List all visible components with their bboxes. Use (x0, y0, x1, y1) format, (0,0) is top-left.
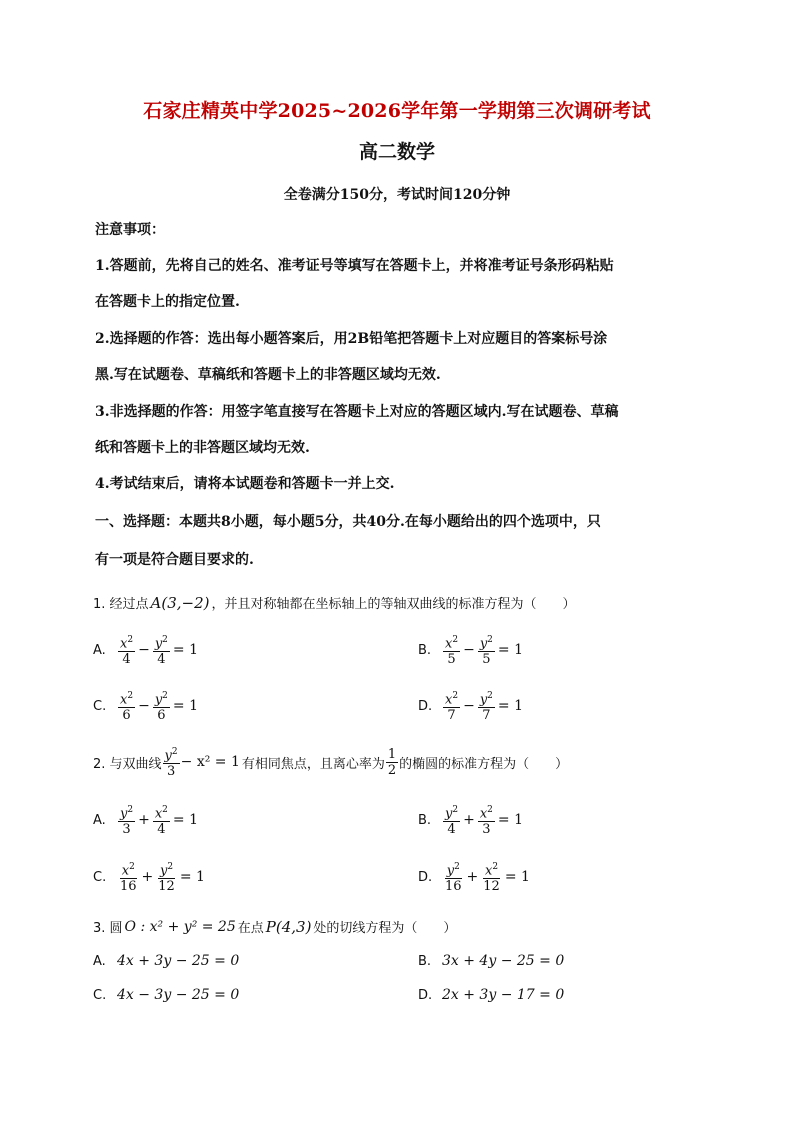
question-3-point: P(4,3) (265, 917, 312, 936)
question-2-prefix: 2. 与双曲线 (93, 756, 162, 772)
q3-option-a[interactable] (93, 953, 239, 969)
option-label: B. (418, 642, 432, 658)
question-2-suffix: 的椭圆的标准方程为（ ） (399, 756, 569, 772)
option-equation: 2x + 3y − 17 = 0 (442, 987, 565, 1003)
notice-line: 4.考试结束后，请将本试题卷和答题卡一并上交. (95, 476, 395, 492)
option-label: C. (93, 987, 107, 1003)
option-label: B. (418, 812, 432, 828)
question-1-point: A(3,−2) (150, 593, 210, 612)
option-equation: 4x + 3y − 25 = 0 (117, 953, 240, 969)
q3-option-c[interactable] (93, 987, 239, 1003)
option-label: D. (418, 987, 433, 1003)
notice-line: 3.非选择题的作答：用签字笔直接写在答题卡上对应的答题区域内.写在试题卷、草稿 (95, 404, 619, 420)
question-3-mid: 在点 (237, 921, 264, 936)
question-3 (93, 917, 456, 936)
q2-option-b[interactable]: B. $\frac{y^2}{4}$ + $\frac{x^2}{3}$ = 1 (418, 805, 523, 838)
q1-option-d[interactable]: D. $\frac{x^2}{7}$ − $\frac{y^2}{7}$ = 1 (418, 691, 523, 724)
q1-option-b[interactable]: B. $\frac{x^2}{5}$ − $\frac{y^2}{5}$ = 1 (418, 635, 523, 668)
option-label: C. (93, 869, 107, 885)
exam-info: 全卷满分150分，考试时间120分钟 (283, 187, 511, 203)
question-3-circle: O : x² + y² = 25 (124, 918, 236, 935)
notice-line: 纸和答题卡上的非答题区域均无效. (95, 440, 310, 456)
question-2-equation-tail: − x² = 1 (180, 754, 240, 771)
section-heading-cont: 有一项是符合题目要求的. (95, 552, 254, 568)
notice-line: 2.选择题的作答：选出每小题答案后，用2B铅笔把答题卡上对应题目的答案标号涂 (95, 331, 608, 347)
option-label: A. (93, 953, 106, 969)
q2-option-c[interactable]: C. $\frac{x^2}{16}$ + $\frac{y^2}{12}$ = 1 (93, 862, 205, 895)
notice-heading: 注意事项： (95, 222, 165, 238)
question-1 (93, 593, 576, 612)
section-heading: 一、选择题：本题共8小题，每小题5分，共40分.在每小题给出的四个选项中，只 (95, 514, 601, 530)
subject-title: 高二数学 (358, 141, 435, 163)
option-label: A. (93, 642, 106, 658)
question-1-prefix: 1. 经过点 (93, 597, 149, 612)
q3-option-b[interactable] (418, 953, 564, 969)
question-2: 2. 与双曲线 $\frac{y^2}{3}$ − x² = 1 有相同焦点，且离心率为 $\frac{1}{2}$ 的椭圆的标准方程为（ ） (93, 746, 569, 780)
notice-line: 在答题卡上的指定位置. (95, 294, 240, 310)
q1-option-a[interactable]: A. $\frac{x^2}{4}$ − $\frac{y^2}{4}$ = 1 (93, 635, 198, 668)
option-label: D. (418, 698, 433, 714)
option-label: D. (418, 869, 433, 885)
q2-option-d[interactable]: D. $\frac{y^2}{16}$ + $\frac{x^2}{12}$ = 1 (418, 862, 530, 895)
question-2-mid: 有相同焦点，且离心率为 (241, 756, 385, 772)
notice-line: 1.答题前，先将自己的姓名、准考证号等填写在答题卡上，并将准考证号条形码粘贴 (95, 258, 614, 274)
q2-option-a[interactable]: A. $\frac{y^2}{3}$ + $\frac{x^2}{4}$ = 1 (93, 805, 198, 838)
option-label: C. (93, 698, 107, 714)
q1-option-c[interactable]: C. $\frac{x^2}{6}$ − $\frac{y^2}{6}$ = 1 (93, 691, 198, 724)
question-1-suffix: ，并且对称轴都在坐标轴上的等轴双曲线的标准方程为（ ） (211, 597, 576, 612)
question-3-suffix: 处的切线方程为（ ） (313, 921, 457, 936)
notice-line: 黑.写在试题卷、草稿纸和答题卡上的非答题区域均无效. (95, 367, 441, 383)
q3-option-d[interactable] (418, 987, 564, 1003)
question-3-prefix: 3. 圆 (93, 921, 123, 936)
option-label: B. (418, 953, 432, 969)
option-label: A. (93, 812, 106, 828)
option-equation: 3x + 4y − 25 = 0 (442, 953, 565, 969)
exam-title: 石家庄精英中学2025~2026学年第一学期第三次调研考试 (143, 100, 651, 122)
option-equation: 4x − 3y − 25 = 0 (117, 987, 240, 1003)
